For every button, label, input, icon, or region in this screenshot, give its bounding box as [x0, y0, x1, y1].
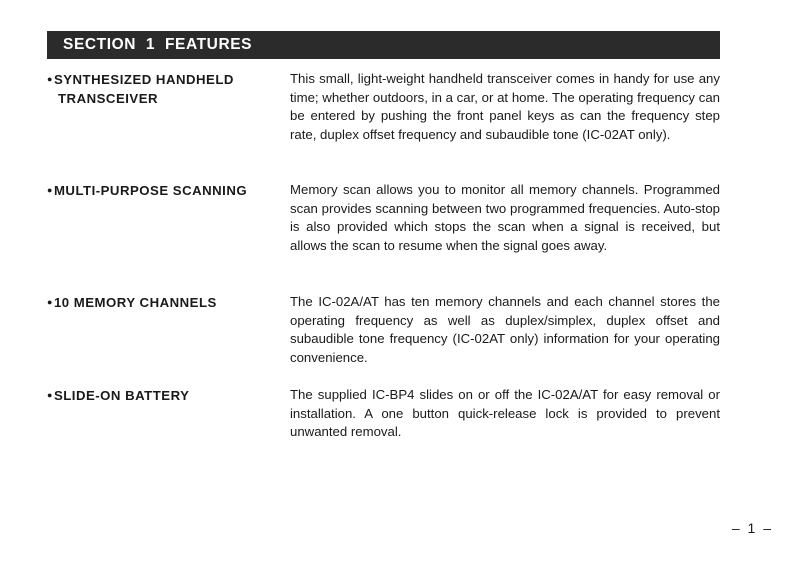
feature-title — [47, 181, 282, 201]
feature-title — [47, 386, 282, 406]
feature-description: The IC-02A/AT has ten memory channels and each channel stores the operating frequency as well as duplex/simplex, duplex offset and subaudible tone frequency (IC-02AT only) information for your operating convenience. — [290, 294, 720, 365]
feature-title-line1: SYNTHESIZED HANDHELD — [53, 72, 234, 87]
feature-title-line1: SLIDE-ON BATTERY — [53, 388, 190, 403]
feature-title — [47, 70, 282, 108]
feature-description: The supplied IC-BP4 slides on or off the IC-02A/AT for easy removal or installation. A one button quick-release lock is provided to prevent unwanted removal. — [290, 387, 720, 439]
bullet-icon: ● — [47, 74, 53, 84]
bullet-icon: ● — [47, 297, 53, 307]
bullet-icon: ● — [47, 185, 53, 195]
section-header: SECTION 1 FEATURES — [47, 31, 720, 59]
feature-title — [47, 293, 282, 313]
bullet-icon: ● — [47, 390, 53, 400]
page-number: – 1 – — [731, 520, 773, 536]
feature-title-line2: TRANSCEIVER — [58, 90, 159, 106]
feature-title-line1: 10 MEMORY CHANNELS — [53, 295, 217, 310]
feature-description: Memory scan allows you to monitor all memory channels. Programmed scan provides scanning between two programmed frequencies. Auto-stop is also provided which stops the scan when a signal is received, but allows the scan to resume when the signal goes away. — [290, 182, 720, 253]
feature-description: This small, light-weight handheld transceiver comes in handy for use any time; whether outdoors, in a car, or at home. The operating frequency can be entered by pushing the front panel keys as can the frequency step rate, duplex offset frequency and subaudible tone (IC-02AT only). — [290, 71, 720, 142]
feature-title-line1: MULTI-PURPOSE SCANNING — [53, 183, 248, 198]
